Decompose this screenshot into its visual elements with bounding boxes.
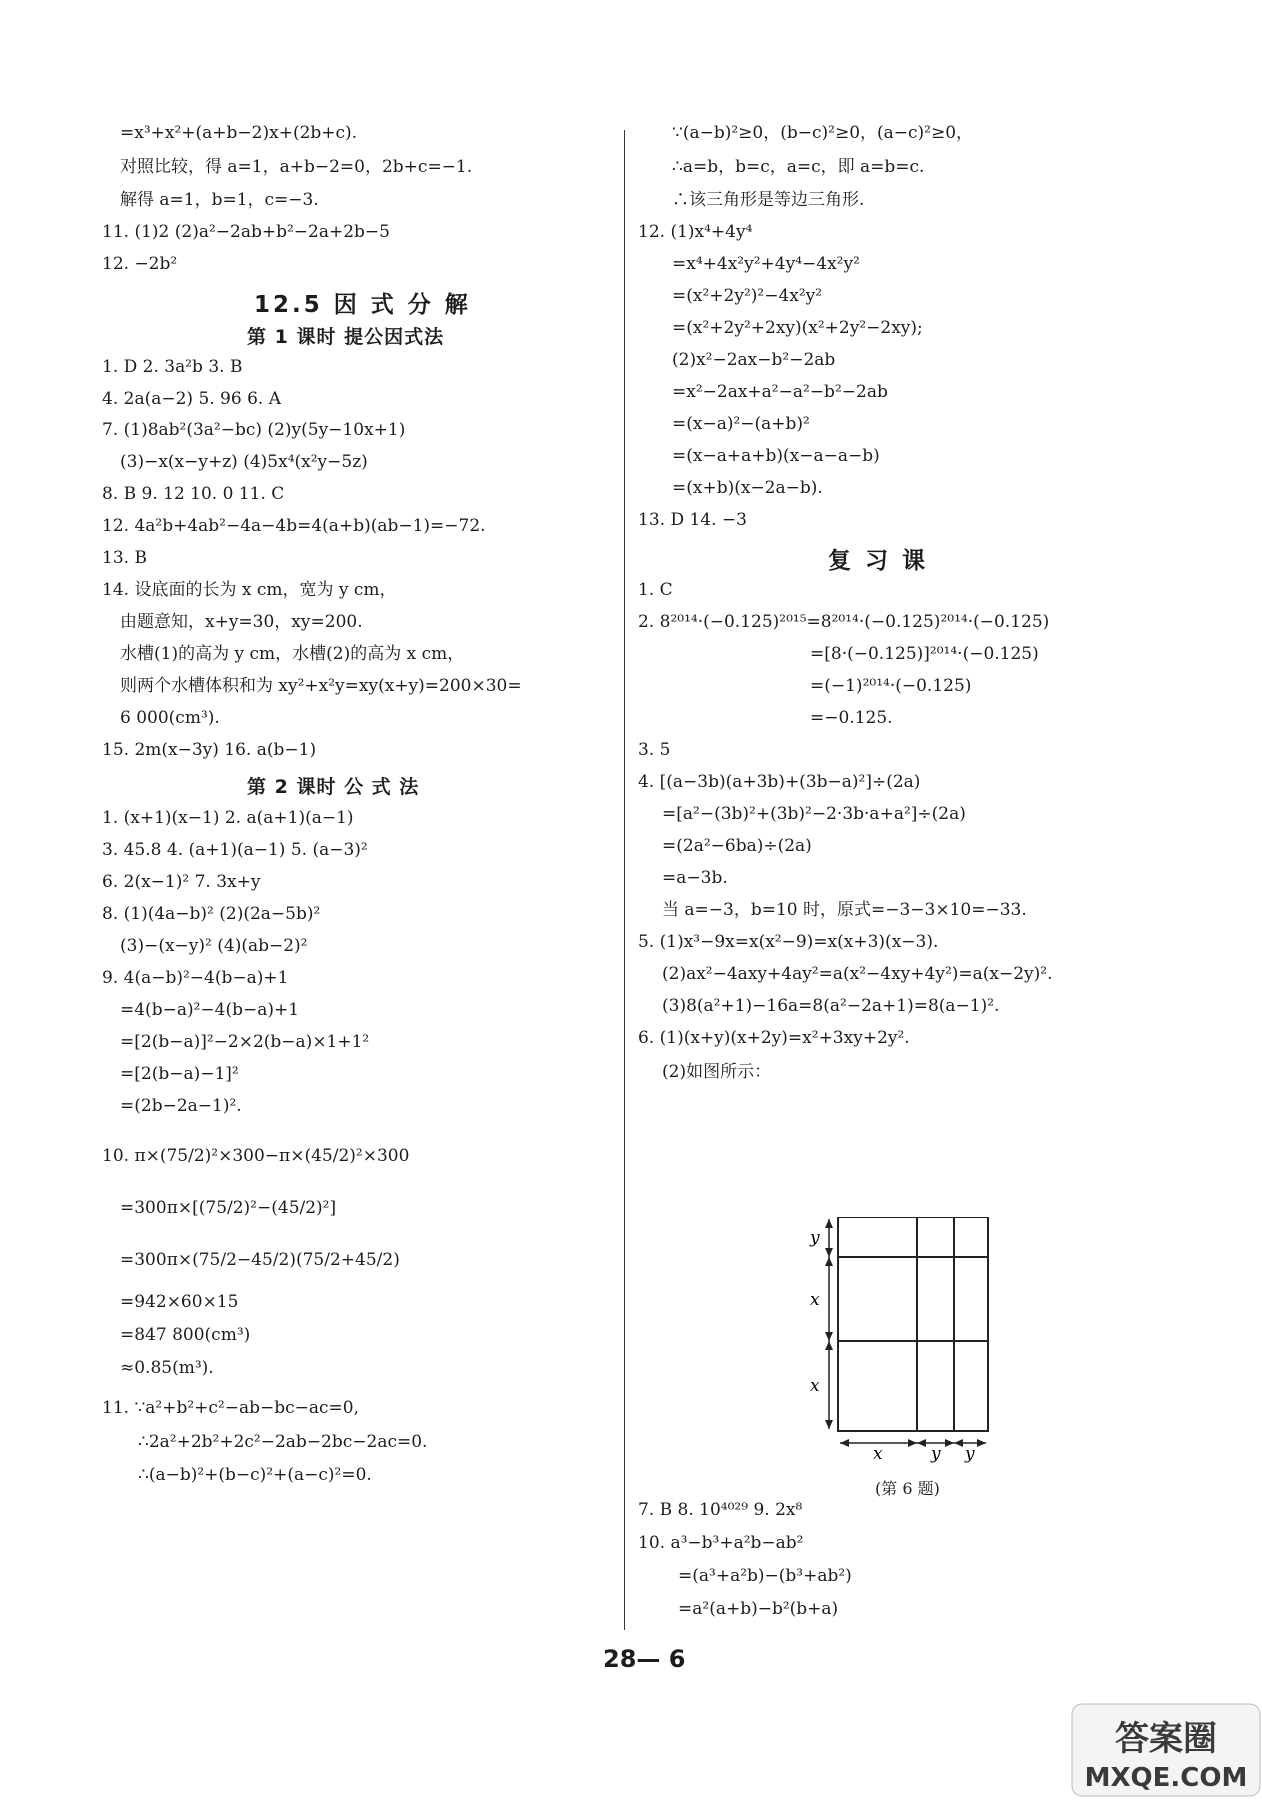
review-line: =[a²−(3b)²+(3b)²−2·3b·a+a²]÷(2a)	[662, 804, 966, 824]
answer-10-line: =300π×[(75/2)²−(45/2)²]	[120, 1198, 337, 1218]
watermark-logo	[1070, 1700, 1262, 1800]
outer-rectangle	[838, 1217, 988, 1431]
answer-10-line: =847 800(cm³)	[120, 1325, 251, 1345]
answer-line: 水槽(1)的高为 y cm，水槽(2)的高为 x cm，	[120, 644, 465, 664]
answer-line: 12. 4a²b+4ab²−4a−4b=4(a+b)(ab−1)=−72.	[102, 516, 486, 536]
answer-10-line: =300π×(75/2−45/2)(75/2+45/2)	[120, 1250, 400, 1270]
arrow-head	[840, 1439, 849, 1447]
review-line: 1. C	[638, 580, 673, 600]
answer-line: 6 000(cm³).	[120, 708, 220, 728]
answer-line: 由题意知，x+y=30，xy=200.	[120, 612, 363, 632]
section-title: 12.5 因 式 分 解	[254, 292, 471, 318]
review-line: 3. 5	[638, 740, 671, 760]
answer-line: 7. (1)8ab²(3a²−bc) (2)y(5y−10x+1)	[102, 420, 406, 440]
text-line: ∴a=b，b=c，a=c，即 a=b=c.	[672, 157, 925, 177]
answer-line: =[2(b−a)−1]²	[120, 1064, 239, 1084]
answer-12-line: =x⁴+4x²y²+4y⁴−4x²y²	[672, 254, 860, 274]
answer-line: (3)−x(x−y+z) (4)5x⁴(x²y−5z)	[120, 452, 368, 472]
figure-caption: (第 6 题)	[875, 1479, 940, 1498]
answer-12-line: =(x²+2y²+2xy)(x²+2y²−2xy);	[672, 318, 923, 338]
answer-11-line: ∴(a−b)²+(b−c)²+(a−c)²=0.	[138, 1465, 372, 1485]
answer-11-line: 11. ∵a²+b²+c²−ab−bc−ac=0,	[102, 1398, 360, 1418]
review-line: 4. [(a−3b)(a+3b)+(3b−a)²]÷(2a)	[638, 772, 921, 792]
answer-12: 12. −2b²	[102, 254, 178, 274]
review-line: 10. a³−b³+a²b−ab²	[638, 1533, 804, 1553]
review-line: =(a³+a²b)−(b³+ab²)	[678, 1566, 852, 1586]
answer-line: 6. 2(x−1)² 7. 3x+y	[102, 872, 261, 892]
answer-11: 11. (1)2 (2)a²−2ab+b²−2a+2b−5	[102, 222, 390, 242]
arrow-head	[825, 1332, 833, 1341]
text-line: 解得 a=1，b=1，c=−3.	[120, 190, 319, 210]
text-line: ∴该三角形是等边三角形.	[672, 190, 865, 210]
answer-11-line: ∴2a²+2b²+2c²−2ab−2bc−2ac=0.	[138, 1432, 428, 1452]
answer-10-line: ≈0.85(m³).	[120, 1358, 214, 1378]
answer-12-line: =(x−a+a+b)(x−a−a−b)	[672, 446, 880, 466]
arrow-head	[825, 1248, 833, 1257]
answer-line: 9. 4(a−b)²−4(b−a)+1	[102, 968, 289, 988]
answer-10-line: =942×60×15	[120, 1292, 239, 1312]
answer-line: 8. (1)(4a−b)² (2)(2a−5b)²	[102, 904, 321, 924]
answer-line: 则两个水槽体积和为 xy²+x²y=xy(x+y)=200×30=	[120, 676, 522, 696]
lesson2-title: 第 2 课时 公 式 法	[247, 776, 420, 798]
answer-12-line: 12. (1)x⁴+4y⁴	[638, 222, 753, 242]
answer-line: (3)−(x−y)² (4)(ab−2)²	[120, 936, 308, 956]
answer-line: 8. B 9. 12 10. 0 11. C	[102, 484, 285, 504]
watermark-text-top: 答案圈	[1115, 1719, 1217, 1759]
answer-12-line: =(x+b)(x−2a−b).	[672, 478, 823, 498]
review-line: =−0.125.	[810, 708, 893, 728]
arrow-head	[825, 1257, 833, 1266]
review-line: 6. (1)(x+y)(x+2y)=x²+3xy+2y².	[638, 1028, 910, 1048]
text-line: 对照比较，得 a=1，a+b−2=0，2b+c=−1.	[120, 157, 473, 177]
arrow-head	[954, 1439, 963, 1447]
review-line: =a²(a+b)−b²(b+a)	[678, 1599, 839, 1619]
review-line: =[8·(−0.125)]²⁰¹⁴·(−0.125)	[810, 644, 1039, 664]
review-line: =a−3b.	[662, 868, 728, 888]
arrow-head	[917, 1439, 926, 1447]
arrow-head	[825, 1420, 833, 1429]
arrow-head	[945, 1439, 954, 1447]
left-label-y: y	[810, 1228, 820, 1248]
arrow-head	[908, 1439, 917, 1447]
bottom-label-y: y	[965, 1444, 975, 1464]
review-line: =(−1)²⁰¹⁴·(−0.125)	[810, 676, 972, 696]
left-label-x: x	[810, 1376, 820, 1396]
review-line: 2. 8²⁰¹⁴·(−0.125)²⁰¹⁵=8²⁰¹⁴·(−0.125)²⁰¹⁴·(−0.125)	[638, 612, 1050, 632]
left-label-x: x	[810, 1290, 820, 1310]
review-line: (2)如图所示：	[662, 1062, 772, 1082]
review-line: 7. B 8. 10⁴⁰²⁹ 9. 2x⁸	[638, 1500, 803, 1520]
answer-12-line: =(x−a)²−(a+b)²	[672, 414, 810, 434]
answer-line: =[2(b−a)]²−2×2(b−a)×1+1²	[120, 1032, 370, 1052]
answer-10-line: 10. π×(75/2)²×300−π×(45/2)²×300	[102, 1146, 410, 1166]
answer-line: =4(b−a)²−4(b−a)+1	[120, 1000, 300, 1020]
arrow-head	[977, 1439, 986, 1447]
answer-line: 3. 45.8 4. (a+1)(a−1) 5. (a−3)²	[102, 840, 368, 860]
bottom-label-x: x	[873, 1444, 883, 1464]
review-title: 复 习 课	[828, 548, 929, 574]
answer-12-line: (2)x²−2ax−b²−2ab	[672, 350, 836, 370]
answer-line: 14. 设底面的长为 x cm，宽为 y cm，	[102, 580, 397, 600]
column-divider	[624, 130, 625, 1630]
answer-line: 13. B	[102, 548, 147, 568]
arrow-head	[825, 1219, 833, 1228]
review-line: (2)ax²−4axy+4ay²=a(x²−4xy+4y²)=a(x−2y)².	[662, 964, 1053, 984]
review-line: =(2a²−6ba)÷(2a)	[662, 836, 812, 856]
page-number: 28— 6	[603, 1645, 686, 1673]
bottom-label-y: y	[931, 1444, 941, 1464]
rectangle-diagram	[805, 1217, 1005, 1467]
answer-line: 4. 2a(a−2) 5. 96 6. A	[102, 389, 281, 409]
answer-12-line: =(x²+2y²)²−4x²y²	[672, 286, 823, 306]
text-line: ∵(a−b)²≥0，(b−c)²≥0，(a−c)²≥0，	[672, 123, 974, 143]
review-line: 5. (1)x³−9x=x(x²−9)=x(x+3)(x−3).	[638, 932, 939, 952]
watermark-text-bottom: MXQE.COM	[1084, 1763, 1248, 1793]
answer-line: 15. 2m(x−3y) 16. a(b−1)	[102, 740, 317, 760]
answer-line: 1. (x+1)(x−1) 2. a(a+1)(a−1)	[102, 808, 354, 828]
arrow-head	[825, 1341, 833, 1350]
answer-line: =(2b−2a−1)².	[120, 1096, 242, 1116]
review-line: 当 a=−3，b=10 时，原式=−3−3×10=−33.	[662, 900, 1027, 920]
lesson1-title: 第 1 课时 提公因式法	[247, 326, 445, 348]
answer-12-line: =x²−2ax+a²−a²−b²−2ab	[672, 382, 888, 402]
answer-line: 1. D 2. 3a²b 3. B	[102, 357, 243, 377]
text-line: =x³+x²+(a+b−2)x+(2b+c).	[120, 123, 358, 143]
answer-13-14: 13. D 14. −3	[638, 510, 747, 530]
review-line: (3)8(a²+1)−16a=8(a²−2a+1)=8(a−1)².	[662, 996, 1000, 1016]
